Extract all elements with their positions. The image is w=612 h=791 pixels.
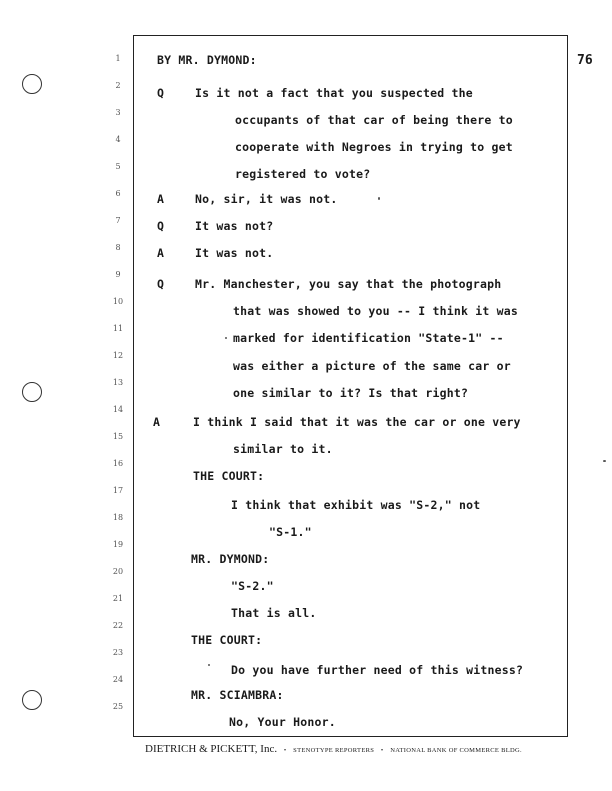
line-text: MR. DYMOND: <box>191 552 270 566</box>
stray-mark <box>603 460 606 462</box>
line-number: 2 <box>115 81 121 90</box>
line-text: "S-2." <box>231 579 274 593</box>
punch-hole-top <box>22 74 42 94</box>
line-number: 10 <box>112 297 124 306</box>
line-number: 1 <box>115 54 121 63</box>
line-number: 24 <box>112 675 124 684</box>
line-number: 21 <box>112 594 124 603</box>
footer-separator: • <box>283 747 287 754</box>
line-number: 17 <box>112 486 124 495</box>
line-text: THE COURT: <box>193 469 265 483</box>
line-number: 12 <box>112 351 124 360</box>
line-label: A <box>157 246 165 260</box>
line-number: 16 <box>112 459 124 468</box>
line-text: BY MR. DYMOND: <box>157 53 257 67</box>
page-border-bottom <box>133 736 568 737</box>
line-label: Q <box>157 219 165 233</box>
line-label: A <box>157 192 165 206</box>
line-text: Mr. Manchester, you say that the photograph <box>195 277 502 291</box>
line-text: registered to vote? <box>235 167 371 181</box>
line-number: 4 <box>115 135 121 144</box>
footer-separator: • <box>380 747 384 754</box>
stray-mark <box>378 197 380 200</box>
page-border-left <box>133 35 134 736</box>
line-number: 19 <box>112 540 124 549</box>
line-text: "S-1." <box>269 525 312 539</box>
line-text: I think I said that it was the car or one very <box>193 415 521 429</box>
line-text: one similar to it? Is that right? <box>233 386 469 400</box>
line-label: Q <box>157 86 165 100</box>
line-text: It was not? <box>195 219 274 233</box>
line-text: occupants of that car of being there to <box>235 113 513 127</box>
line-text: Is it not a fact that you suspected the <box>195 86 473 100</box>
line-number: 25 <box>112 702 124 711</box>
line-label: A <box>153 415 161 429</box>
line-text: No, Your Honor. <box>229 715 336 729</box>
line-number: 5 <box>115 162 121 171</box>
line-number: 22 <box>112 621 124 630</box>
line-text: It was not. <box>195 246 274 260</box>
page-footer <box>145 743 522 755</box>
line-text: similar to it. <box>233 442 333 456</box>
line-number: 6 <box>115 189 121 198</box>
line-text: No, sir, it was not. <box>195 192 338 206</box>
footer-service: STENOTYPE REPORTERS <box>293 747 375 754</box>
line-number: 3 <box>115 108 121 117</box>
line-text: that was showed to you -- I think it was <box>233 304 518 318</box>
stray-mark <box>208 664 210 666</box>
line-text: marked for identification "State-1" -- <box>233 331 504 345</box>
line-number: 15 <box>112 432 124 441</box>
line-number: 7 <box>115 216 121 225</box>
footer-address: NATIONAL BANK OF COMMERCE BLDG. <box>390 747 522 754</box>
line-text: That is all. <box>231 606 317 620</box>
line-label: Q <box>157 277 165 291</box>
page-border-right <box>567 35 568 736</box>
line-number: 14 <box>112 405 124 414</box>
line-text: MR. SCIAMBRA: <box>191 688 284 702</box>
line-number: 13 <box>112 378 124 387</box>
stray-mark <box>225 337 227 339</box>
line-text: Do you have further need of this witness? <box>231 663 524 677</box>
footer-firm: DIETRICH & PICKETT, Inc. <box>145 743 278 755</box>
line-number: 20 <box>112 567 124 576</box>
line-text: THE COURT: <box>191 633 263 647</box>
punch-hole-bottom <box>22 690 42 710</box>
line-number: 11 <box>112 324 124 333</box>
line-text: cooperate with Negroes in trying to get <box>235 140 513 154</box>
line-number: 9 <box>115 270 121 279</box>
line-number: 8 <box>115 243 121 252</box>
line-text: I think that exhibit was "S-2," not <box>231 498 481 512</box>
punch-hole-middle <box>22 382 42 402</box>
line-number: 23 <box>112 648 124 657</box>
line-number: 18 <box>112 513 124 522</box>
page-number: 76 <box>577 53 593 68</box>
page-border-top <box>133 35 568 36</box>
line-text: was either a picture of the same car or <box>233 359 511 373</box>
